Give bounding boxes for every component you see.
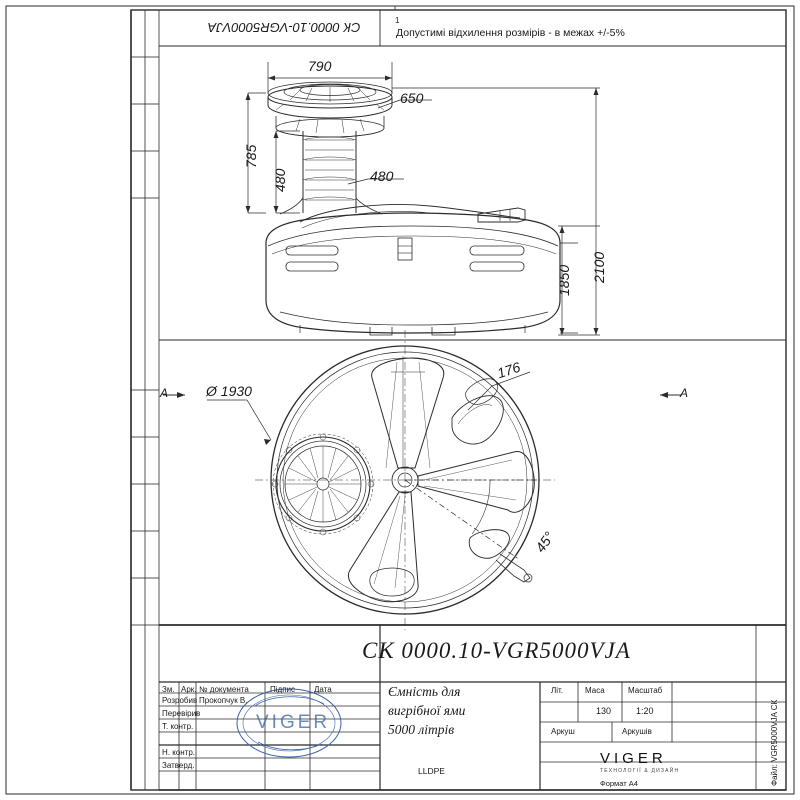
dim-neck-480-vert: 480: [272, 168, 288, 192]
description-line-2: вигрібної ями: [388, 703, 466, 718]
mass-label: Маса: [585, 686, 605, 695]
dim-neck-650: 650: [400, 90, 424, 106]
description-line-3: 5000 літрів: [388, 722, 455, 737]
description-line-1: Ємність для: [388, 684, 461, 699]
stamp-text: VIGER: [256, 712, 331, 733]
scale-label: Масштаб: [628, 686, 663, 695]
dim-total-2100: 2100: [591, 251, 607, 283]
dim-angle-45: 45°: [531, 528, 558, 556]
col-zm: Зм.: [162, 685, 175, 694]
mirrored-drawing-code: СК 0000.10-VGR5000VJA: [207, 20, 361, 35]
brand-logo: VIGER: [600, 750, 667, 767]
mass-value: 130: [596, 706, 612, 716]
role-label-2: Т. контр.: [162, 722, 194, 731]
drawing-number: СК 0000.10-VGR5000VJA: [362, 638, 631, 663]
material-label: LLDPE: [418, 766, 445, 776]
sheet-label: Аркуш: [551, 727, 575, 736]
scale-value: 1:20: [636, 706, 654, 716]
file-name-vertical: Файл: VGR5000VJA СК: [770, 699, 779, 786]
role-label-0: Розробив: [162, 696, 198, 705]
lit-label: Літ.: [551, 686, 564, 695]
col-date: Дата: [314, 685, 332, 694]
sheets-label: Аркушів: [622, 727, 652, 736]
role-label-4: Затверд.: [162, 761, 195, 770]
sheet-format: Формат А4: [600, 779, 638, 788]
dim-width-790: 790: [308, 58, 332, 74]
tolerance-note: Допустимі відхилення розмірів - в межах +/-5%: [396, 27, 625, 39]
section-mark-a-left: A: [160, 386, 169, 400]
col-ark: Арк.: [181, 685, 197, 694]
dim-body-1850: 1850: [556, 264, 572, 296]
dim-diameter-1930: Ø 1930: [206, 383, 252, 399]
col-doc-number: № документа: [199, 685, 249, 694]
dim-height-785: 785: [243, 144, 259, 168]
dim-rib-176: 176: [495, 358, 523, 382]
col-sign: Підпис: [270, 685, 295, 694]
brand-tagline: ТЕХНОЛОГІЇ & ДИЗАЙН: [600, 768, 680, 774]
role-label-1: Перевірив: [162, 709, 201, 718]
role-label-3: Н. контр.: [162, 748, 196, 757]
sheet-top-tick-label: 1: [395, 16, 400, 25]
dim-neck-480-horiz: 480: [370, 168, 394, 184]
role-name-0: Прокопчук В.: [199, 696, 248, 705]
section-mark-a-right: A: [680, 386, 689, 400]
